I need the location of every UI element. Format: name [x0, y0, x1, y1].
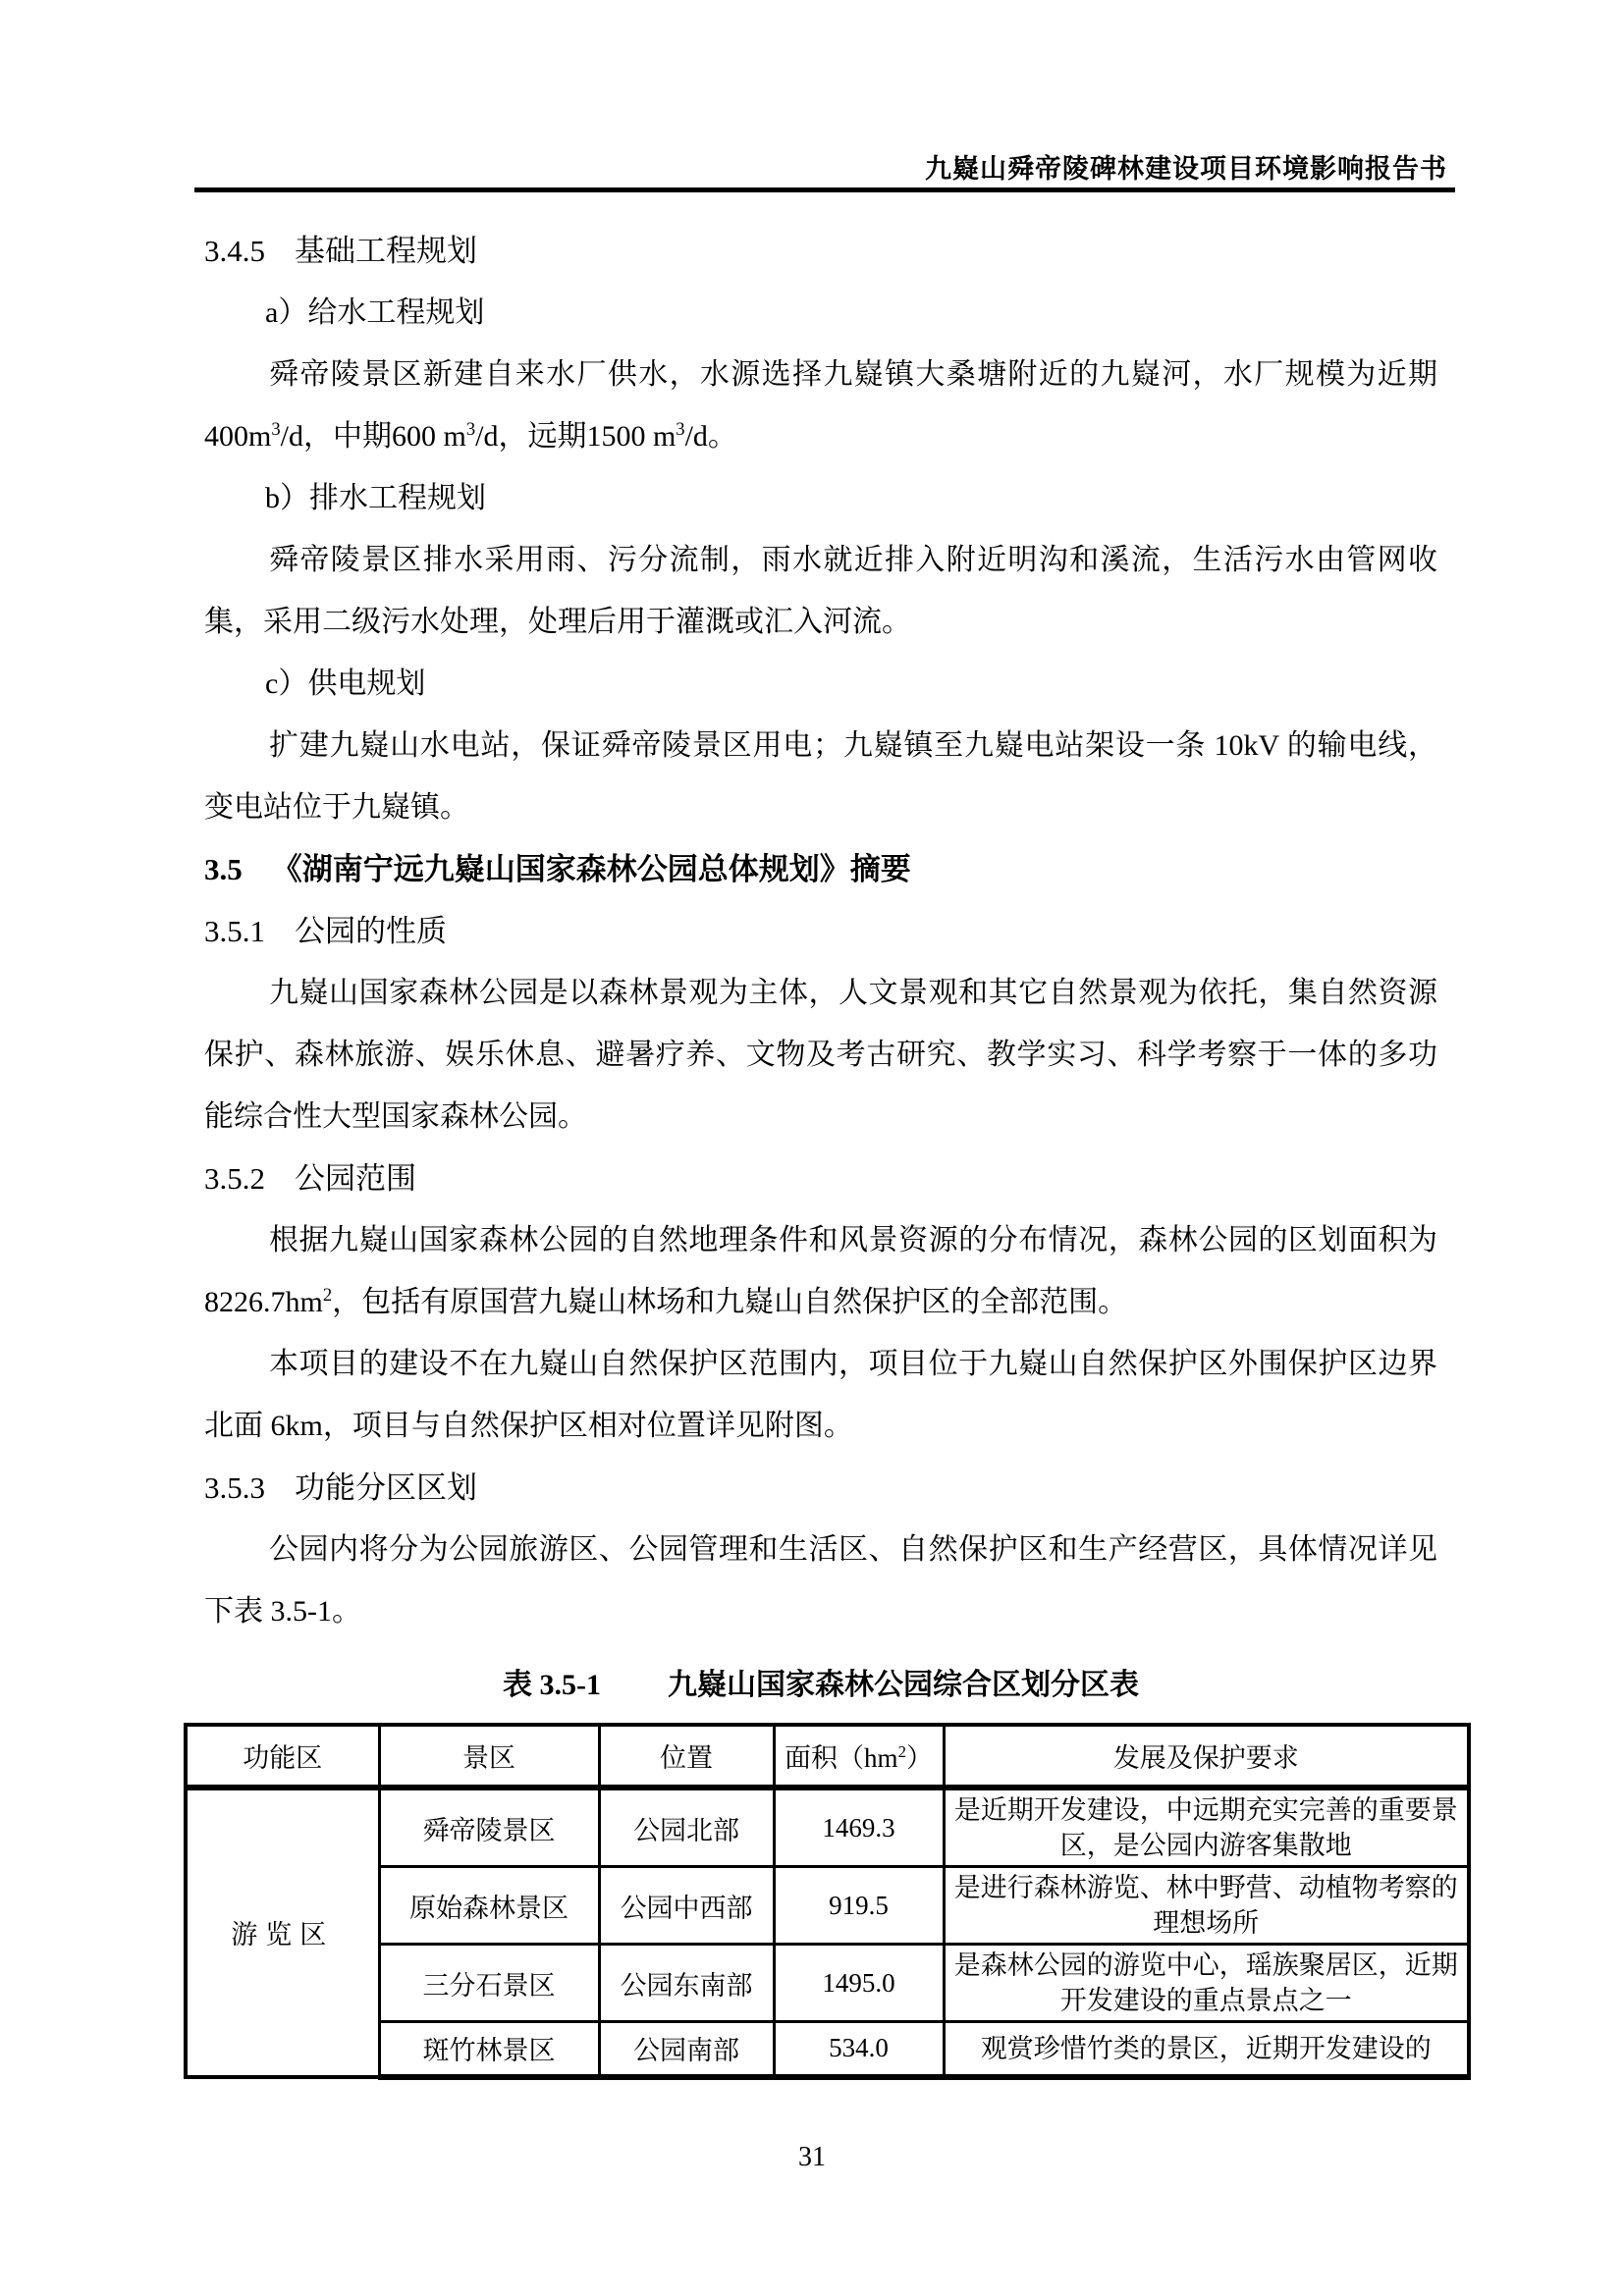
cell-location: 公园东南部: [599, 1945, 774, 2022]
section-title: 公园的性质: [295, 914, 447, 948]
column-header-area: [774, 1725, 944, 1788]
table-row: [186, 1867, 1469, 1945]
cell-area: 1469.3: [774, 1788, 944, 1867]
section-title: 公园范围: [295, 1161, 416, 1196]
paragraph-power: 扩建九嶷山水电站，保证舜帝陵景区用电；九嶷镇至九嶷电站架设一条 10kV 的输电线，变电站位于九嶷镇。: [204, 729, 1437, 824]
text-run: 面积（hm: [785, 1743, 898, 1773]
table-caption-label: 表 3.5-1: [503, 1669, 601, 1701]
cell-location: 公园北部: [599, 1788, 774, 1867]
cell-location: 公园中西部: [599, 1867, 774, 1945]
sub-item-b: b）排水工程规划: [265, 482, 486, 514]
section-number: 3.5.3: [204, 1470, 265, 1505]
cell-area: 1495.0: [774, 1945, 944, 2022]
superscript: 3: [676, 419, 685, 440]
table-row: [186, 1788, 1469, 1867]
zone-division-table: [184, 1723, 1471, 2080]
page-content: [204, 220, 1458, 2080]
text-run: 舜帝陵景区新建自来水厂供水，水源选择九嶷镇大桑塘附近的九嶷河，水厂规模为近期400m: [204, 358, 1437, 453]
cell-description: 是森林公园的游览中心，瑶族聚居区，近期开发建设的重点景点之一: [944, 1945, 1469, 2022]
section-title: 功能分区区划: [295, 1470, 477, 1505]
paragraph-water-supply: [204, 344, 1437, 467]
superscript: 3: [465, 419, 476, 440]
section-heading-3-5-2: [204, 1148, 1437, 1209]
table-row: [186, 1945, 1469, 2022]
superscript: 3: [271, 419, 281, 440]
section-heading-3-5-1: [204, 900, 1437, 962]
cell-description: 观赏珍惜竹类的景区，近期开发建设的: [944, 2022, 1469, 2077]
section-number: 3.5: [204, 852, 243, 886]
sub-item-c: c）供电规划: [265, 667, 426, 700]
section-heading-3-5-3: [204, 1457, 1437, 1519]
paragraph-park-nature: 九嶷山国家森林公园是以森林景观为主体，人文景观和其它自然景观为依托，集自然资源保护、森林旅游、娱乐休息、避暑疗养、文物及考古研究、教学实习、科学考察于一体的多功能综合性大型国家森林公园。: [204, 977, 1437, 1133]
column-header-function-zone: 功能区: [186, 1725, 379, 1788]
column-header-location: 位置: [599, 1725, 774, 1788]
section-number: 3.4.5: [204, 234, 265, 268]
section-heading-3-4-5: [204, 220, 1437, 282]
text-run: /d，中期600 m: [280, 420, 466, 453]
cell-function-zone: 游览区: [186, 1788, 379, 2077]
text-run: /d。: [684, 420, 737, 453]
text-run: ）: [905, 1743, 933, 1773]
cell-location: 公园南部: [599, 2022, 774, 2077]
cell-description: 是进行森林游览、林中野营、动植物考察的理想场所: [944, 1867, 1469, 1945]
running-header-title: 九嶷山舜帝陵碑林建设项目环境影响报告书: [925, 154, 1447, 184]
header-rule: [194, 187, 1455, 192]
section-number: 3.5.1: [204, 914, 265, 948]
text-run: /d，远期1500 m: [475, 420, 677, 453]
section-heading-3-5: [204, 838, 1437, 900]
cell-description: 是近期开发建设，中远期充实完善的重要景区，是公园内游客集散地: [944, 1788, 1469, 1867]
text-run: 根据九嶷山国家森林公园的自然地理条件和风景资源的分布情况，森林公园的区划面积为 8226.7hm: [204, 1224, 1437, 1318]
cell-scenic: 原始森林景区: [379, 1867, 599, 1945]
text-run: ，包括有原国营九嶷山林场和九嶷山自然保护区的全部范围。: [332, 1286, 1128, 1318]
column-header-requirements: 发展及保护要求: [944, 1725, 1469, 1788]
cell-scenic: 舜帝陵景区: [379, 1788, 599, 1867]
table-header-row: [186, 1725, 1469, 1788]
cell-scenic: 斑竹林景区: [379, 2022, 599, 2077]
table-caption-title: 九嶷山国家森林公园综合区划分区表: [668, 1669, 1139, 1701]
section-number: 3.5.2: [204, 1161, 265, 1196]
table-row: [186, 2022, 1469, 2077]
paragraph-project-location: 本项目的建设不在九嶷山自然保护区范围内，项目位于九嶷山自然保护区外围保护区边界北面 6km，项目与自然保护区相对位置详见附图。: [204, 1348, 1437, 1442]
cell-scenic: 三分石景区: [379, 1945, 599, 2022]
paragraph-park-area: [204, 1209, 1437, 1333]
column-header-scenic-area: 景区: [379, 1725, 599, 1788]
superscript: 2: [897, 1742, 906, 1761]
cell-area: 919.5: [774, 1867, 944, 1945]
sub-item-a: a）给水工程规划: [265, 296, 485, 329]
table-caption: [204, 1658, 1437, 1713]
section-title: 基础工程规划: [295, 234, 477, 268]
cell-area: 534.0: [774, 2022, 944, 2077]
paragraph-function-zones: 公园内将分为公园旅游区、公园管理和生活区、自然保护区和生产经营区，具体情况详见下表 3.5-1。: [204, 1533, 1437, 1628]
superscript: 2: [322, 1285, 333, 1306]
section-title: 《湖南宁远九嶷山国家森林公园总体规划》摘要: [271, 852, 911, 886]
paragraph-drainage: 舜帝陵景区排水采用雨、污分流制，雨水就近排入附近明沟和溪流，生活污水由管网收集，采用二级污水处理，处理后用于灌溉或汇入河流。: [204, 544, 1437, 638]
page-number: 31: [798, 2142, 826, 2172]
